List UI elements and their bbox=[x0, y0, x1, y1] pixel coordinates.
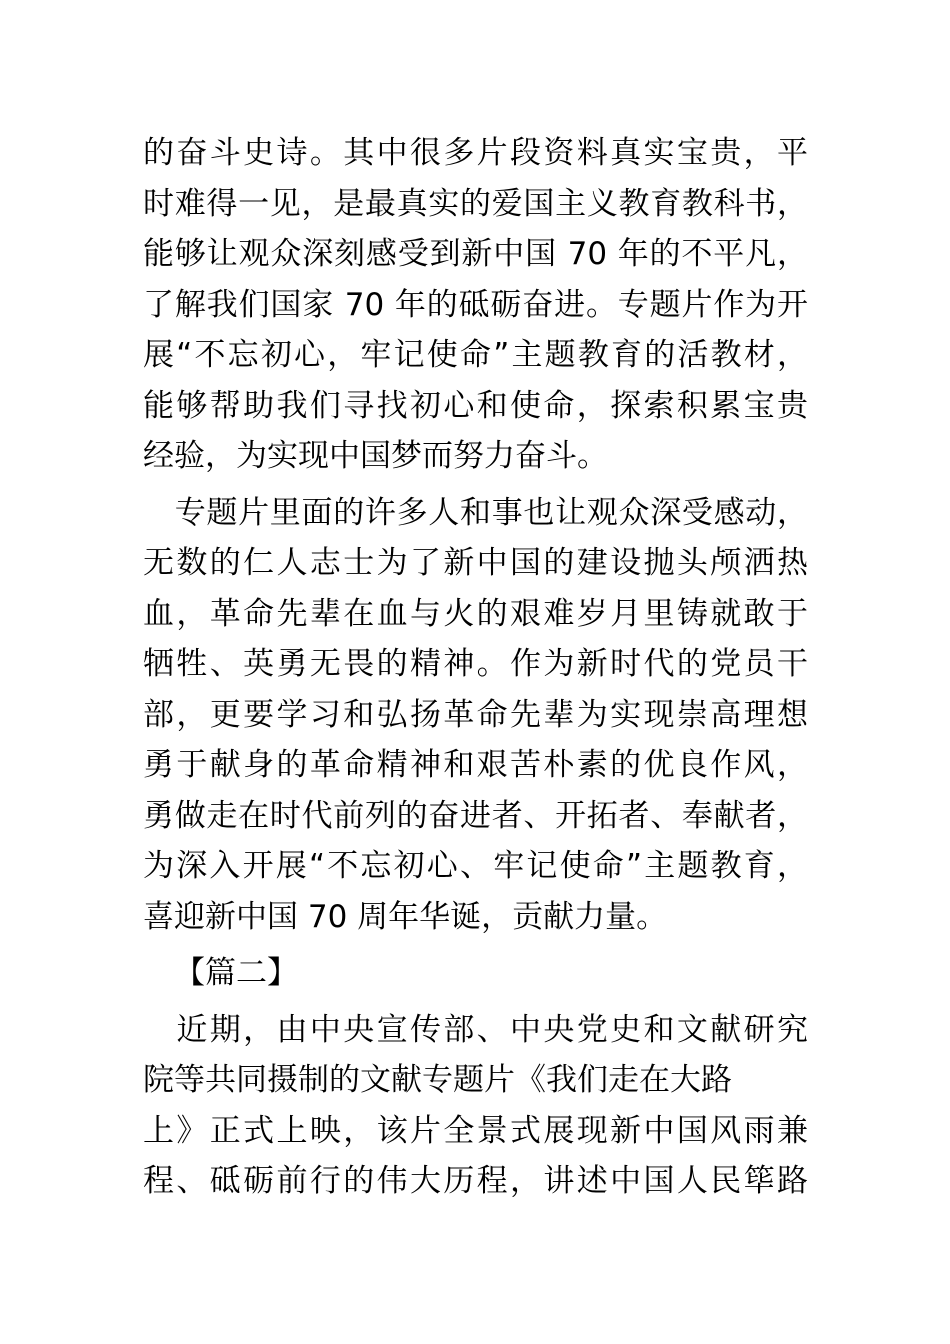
paragraph-2 bbox=[143, 488, 808, 943]
paragraph-3 bbox=[143, 1005, 808, 1207]
text-line: 展“不忘初心，牢记使命”主题教育的活教材， bbox=[143, 337, 808, 373]
text-line: 程、砥砺前行的伟大历程，讲述中国人民筚路 bbox=[143, 1163, 808, 1199]
section-heading bbox=[143, 948, 808, 999]
text-line: 经验，为实现中国梦而努力奋斗。 bbox=[143, 438, 608, 474]
text-line: 能够帮助我们寻找初心和使命，探索积累宝贵 bbox=[143, 387, 808, 424]
text-line: 的奋斗史诗。其中很多片段资料真实宝贵，平 bbox=[143, 135, 808, 171]
text-line: 院等共同摄制的文献专题片《我们走在大路 bbox=[143, 1062, 732, 1098]
document-body bbox=[143, 128, 808, 1207]
text-line: 勇做走在时代前列的奋进者、开拓者、奉献者， bbox=[143, 797, 808, 834]
text-line: 了解我们国家 70 年的砥砺奋进。专题片作为开 bbox=[143, 286, 808, 323]
text-line: 牺牲、英勇无畏的精神。作为新时代的党员干 bbox=[143, 646, 808, 682]
text-line: 能够让观众深刻感受到新中国 70 年的不平凡， bbox=[143, 236, 808, 272]
section-heading-text: 【篇二】 bbox=[174, 955, 298, 991]
text-line: 无数的仁人志士为了新中国的建设抛头颅洒热 bbox=[143, 545, 808, 581]
text-line: 为深入开展“不忘初心、牢记使命”主题教育， bbox=[143, 848, 808, 884]
paragraph-1 bbox=[143, 128, 808, 482]
text-line: 近期，由中央宣传部、中央党史和文献研究 bbox=[143, 1011, 808, 1048]
text-line: 专题片里面的许多人和事也让观众深受感动， bbox=[143, 494, 808, 531]
text-line: 部，更要学习和弘扬革命先辈为实现崇高理想 bbox=[143, 696, 808, 733]
text-line: 时难得一见，是最真实的爱国主义教育教科书， bbox=[143, 185, 808, 222]
text-line: 喜迎新中国 70 周年华诞，贡献力量。 bbox=[143, 898, 668, 935]
text-line: 上》正式上映，该片全景式展现新中国风雨兼 bbox=[143, 1112, 808, 1149]
text-line: 血，革命先辈在血与火的艰难岁月里铸就敢于 bbox=[143, 595, 808, 632]
text-line: 勇于献身的革命精神和艰苦朴素的优良作风， bbox=[143, 747, 808, 783]
